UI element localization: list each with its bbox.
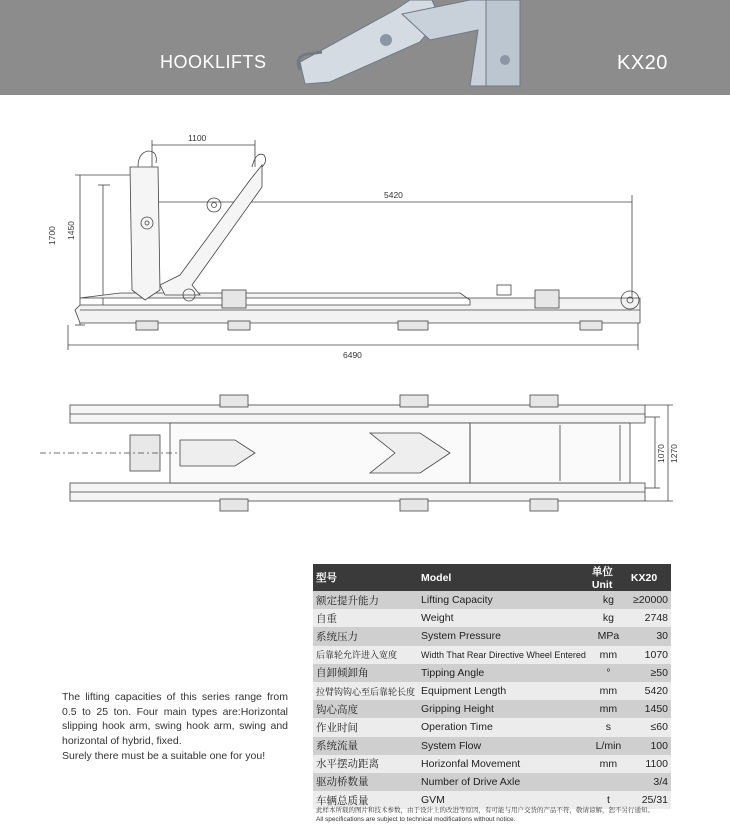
table-row — [313, 773, 671, 791]
table-cell: mm — [589, 755, 628, 773]
table-cell: L/min — [589, 737, 628, 755]
dim-label-6490: 6490 — [343, 350, 362, 360]
section-title: HOOKLIFTS — [160, 52, 267, 72]
dim-label-1270: 1270 — [669, 444, 679, 463]
table-cell: 100 — [628, 737, 671, 755]
table-cell: t — [589, 791, 628, 809]
table-row — [313, 609, 671, 627]
footnote-cn: 此样本所载的图片和技术参数，由于设计上的改进等原因，有可能与用户交货的产品不符，敬请谅解，恕不另行通知。 — [316, 807, 654, 814]
table-cell: System Pressure — [418, 627, 589, 645]
table-cell: Width That Rear Directive Wheel Entered — [418, 646, 589, 664]
table-cell: ° — [589, 664, 628, 682]
table-cell: 自重 — [313, 609, 418, 627]
table-cell: Operation Time — [418, 718, 589, 736]
technical-drawing — [0, 95, 730, 545]
table-cell: Horizonfal Movement — [418, 755, 589, 773]
footnote-en: All specifications are subject to technical modifications without notice. — [316, 816, 516, 823]
header-band — [0, 0, 730, 95]
header-model: Model — [418, 564, 589, 591]
table-cell: 钩心高度 — [313, 700, 418, 718]
dim-label-1070: 1070 — [656, 444, 666, 463]
header-type: 型号 — [313, 564, 418, 591]
dim-label-1450: 1450 — [66, 221, 76, 240]
table-cell: 1100 — [628, 755, 671, 773]
dim-label-1100: 1100 — [188, 133, 207, 143]
description-closing: Surely there must be a suitable one for you! — [62, 750, 266, 762]
table-cell: 水平摆动距离 — [313, 755, 418, 773]
header-unit: 单位 Unit — [589, 564, 628, 591]
table-cell: Equipment Length — [418, 682, 589, 700]
description-text: The lifting capacities of this series range from 0.5 to 25 ton. Four main types are:Horizontal slipping hook arm, swing hook arm, swing and horizontal of hybrid, fixed. — [62, 691, 288, 747]
table-cell: 后靠轮允许进入宽度 — [313, 646, 418, 664]
table-cell: System Flow — [418, 737, 589, 755]
table-cell: MPa — [589, 627, 628, 645]
table-cell: Weight — [418, 609, 589, 627]
header-kx20: KX20 — [628, 564, 671, 591]
table-cell: 系统流量 — [313, 737, 418, 755]
table-cell: Tipping Angle — [418, 664, 589, 682]
table-cell: 车辆总质量 — [313, 791, 418, 809]
hook-arm-illustration — [0, 0, 730, 95]
table-cell: 5420 — [628, 682, 671, 700]
table-cell — [589, 773, 628, 791]
dim-label-1700: 1700 — [47, 226, 57, 245]
table-cell: 2748 — [628, 609, 671, 627]
table-cell: 1070 — [628, 646, 671, 664]
table-cell: 3/4 — [628, 773, 671, 791]
table-row — [313, 664, 671, 682]
table-cell: kg — [589, 591, 628, 609]
table-cell: ≥20000 — [628, 591, 671, 609]
table-cell: Number of Drive Axle — [418, 773, 589, 791]
table-cell: 30 — [628, 627, 671, 645]
table-cell: ≤60 — [628, 718, 671, 736]
spec-table — [313, 564, 671, 809]
table-cell: 作业时间 — [313, 718, 418, 736]
table-cell: kg — [589, 609, 628, 627]
table-row — [313, 646, 671, 664]
table-row — [313, 737, 671, 755]
table-cell: 25/31 — [628, 791, 671, 809]
table-cell: Gripping Height — [418, 700, 589, 718]
spec-header-row — [313, 564, 671, 591]
table-cell: s — [589, 718, 628, 736]
table-row — [313, 718, 671, 736]
table-row — [313, 591, 671, 609]
table-cell: 系统压力 — [313, 627, 418, 645]
table-cell: Lifting Capacity — [418, 591, 589, 609]
table-cell: mm — [589, 682, 628, 700]
table-cell: mm — [589, 700, 628, 718]
table-row — [313, 755, 671, 773]
dim-label-5420: 5420 — [384, 190, 403, 200]
table-row — [313, 700, 671, 718]
table-cell: mm — [589, 646, 628, 664]
model-title: KX20 — [617, 52, 668, 74]
table-cell: 驱动桥数量 — [313, 773, 418, 791]
table-cell: ≥50 — [628, 664, 671, 682]
table-cell: 拉臂钩钩心至后靠轮长度 — [313, 682, 418, 700]
table-cell: GVM — [418, 791, 589, 809]
description — [62, 690, 288, 764]
footnotes — [316, 806, 654, 824]
table-row — [313, 682, 671, 700]
table-cell: 1450 — [628, 700, 671, 718]
table-cell: 额定提升能力 — [313, 591, 418, 609]
table-row — [313, 627, 671, 645]
table-cell: 自卸倾卸角 — [313, 664, 418, 682]
